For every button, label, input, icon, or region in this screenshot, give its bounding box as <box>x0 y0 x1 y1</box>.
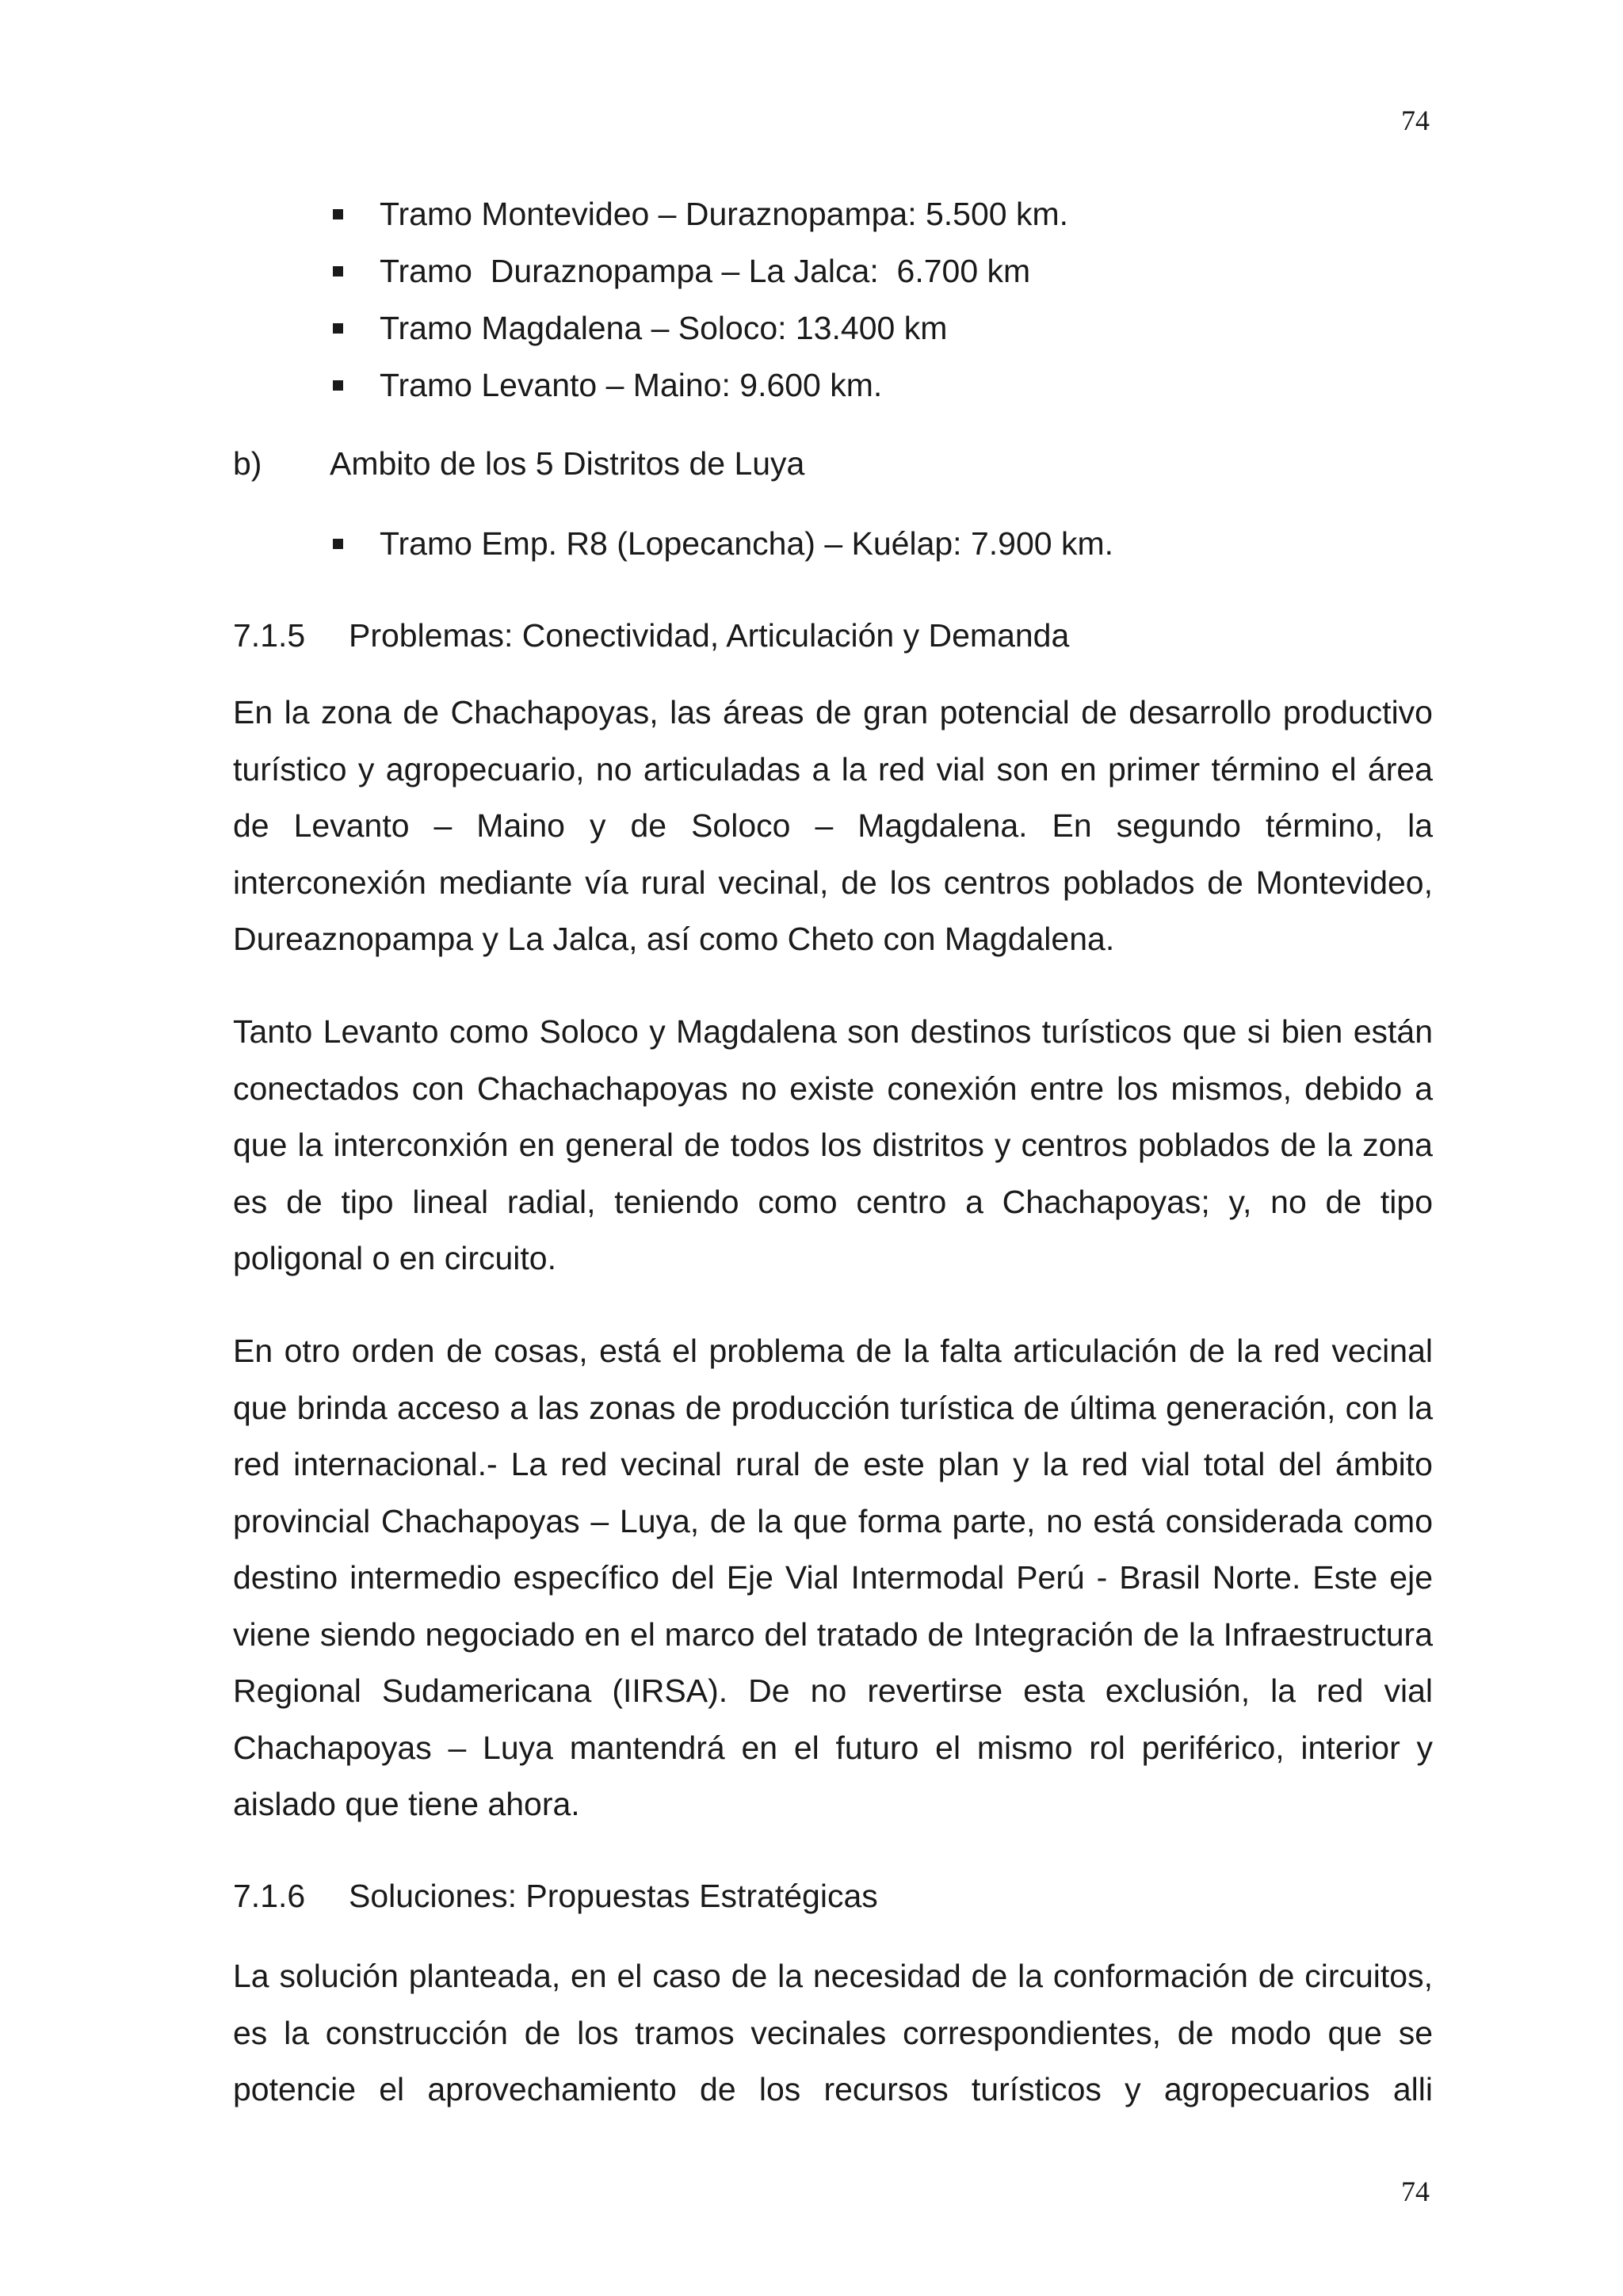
square-bullet-icon <box>333 266 343 277</box>
section-a-bullet-list <box>333 185 1068 414</box>
section-heading-7-1-5 <box>233 617 1069 654</box>
section-heading-7-1-6 <box>233 1878 878 1915</box>
section-title: Soluciones: Propuestas Estratégicas <box>349 1878 878 1914</box>
subsection-b-heading <box>233 445 804 482</box>
paragraph: La solución planteada, en el caso de la necesidad de la conformación de circuitos, es la construcción de los tramos vecinales correspondientes, de modo que se potencie el aprovechamiento de los recursos turísticos y agropecuarios alli <box>233 1958 1433 2107</box>
list-item-text: Tramo Levanto – Maino: 9.600 km. <box>380 366 883 403</box>
paragraph: En la zona de Chachapoyas, las áreas de gran potencial de desarrollo productivo turístico y agropecuario, no articuladas a la red vial son en primer término el área de Levanto – Maino y de Soloco – Magdalena. En segundo término, la interconexión mediante vía rural vecinal, de los centros poblados de Montevideo, Dureaznopampa y La Jalca, así como Cheto con Magdalena. <box>233 694 1433 957</box>
page-number-bottom: 74 <box>1401 2176 1430 2207</box>
list-item <box>333 357 1068 414</box>
list-item-text: Tramo Montevideo – Duraznopampa: 5.500 km. <box>380 195 1069 232</box>
section-b-bullet-list <box>333 515 1113 572</box>
section-number: 7.1.6 <box>233 1878 306 1914</box>
square-bullet-icon <box>333 539 343 549</box>
square-bullet-icon <box>333 209 343 219</box>
list-item-text: Tramo Duraznopampa – La Jalca: 6.700 km <box>380 252 1031 289</box>
subsection-title: Ambito de los 5 Distritos de Luya <box>330 445 805 482</box>
list-item-text: Tramo Emp. R8 (Lopecancha) – Kuélap: 7.900 km. <box>380 524 1114 562</box>
list-item <box>333 299 1068 357</box>
square-bullet-icon <box>333 380 343 391</box>
square-bullet-icon <box>333 323 343 334</box>
subsection-marker: b) <box>233 445 262 482</box>
section-title: Problemas: Conectividad, Articulación y Demanda <box>349 617 1070 654</box>
section-number: 7.1.5 <box>233 617 306 654</box>
list-item <box>333 515 1113 572</box>
page-number-top: 74 <box>1401 105 1430 136</box>
list-item <box>333 185 1068 242</box>
list-item <box>333 242 1068 299</box>
paragraph: En otro orden de cosas, está el problema de la falta articulación de la red vecinal que brinda acceso a las zonas de producción turística de última generación, con la red internacional.- La red vecinal rural de este plan y la red vial total del ámbito provincial Chachapoyas – Luya, de la que forma parte, no está considerada como destino intermedio específico del Eje Vial Intermodal Perú - Brasil Norte. Este eje viene siendo negociado en el marco del tratado de Integración de la Infraestructura Regional Sudamericana (IIRSA). De no revertirse esta exclusión, la red vial Chachapoyas – Luya mantendrá en el futuro el mismo rol periférico, interior y aislado que tiene ahora. <box>233 1333 1433 1822</box>
paragraph: Tanto Levanto como Soloco y Magdalena son destinos turísticos que si bien están conectados con Chachachapoyas no existe conexión entre los mismos, debido a que la interconxión en general de todos los distritos y centros poblados de la zona es de tipo lineal radial, teniendo como centro a Chachapoyas; y, no de tipo poligonal o en circuito. <box>233 1013 1433 1276</box>
list-item-text: Tramo Magdalena – Soloco: 13.400 km <box>380 309 948 346</box>
